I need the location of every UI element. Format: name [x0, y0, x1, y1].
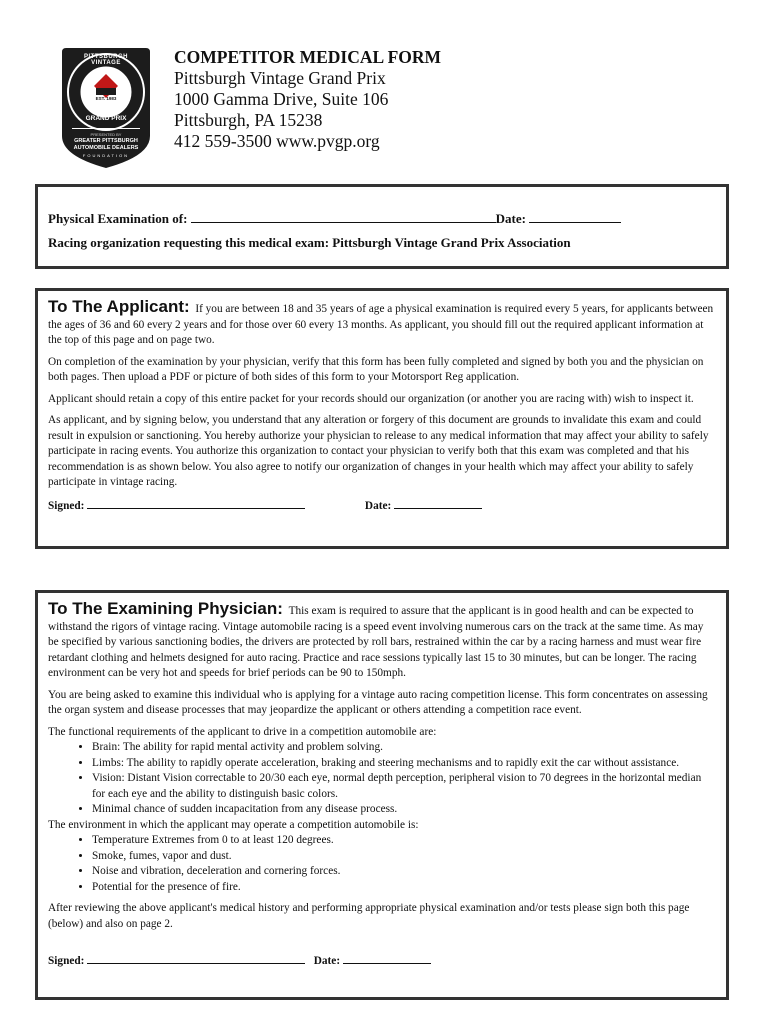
logo-sponsor-3: FOUNDATION [82, 153, 130, 158]
applicant-signature-row [48, 497, 716, 515]
list-item: • Brain: The ability for rapid mental activity and problem solving. [92, 740, 716, 756]
logo-sponsor-1: GREATER PITTSBURGH [74, 138, 138, 144]
applicant-p1-rest: applicants between the ages of 36 and 60 every 2 years and for those over 60 every 13 months. As applicant, you should fill out the required applicant information at the top of this page and on page two. [48, 303, 714, 346]
exam-date-field[interactable] [529, 211, 621, 223]
org-name: Pittsburgh Vintage Grand Prix [174, 68, 386, 88]
physician-closing: After reviewing the above applicant's medical history and performing appropriate physical examination and/or tests please sign both this page (below) and also on page 2. [48, 902, 690, 930]
logo-presented-by: PRESENTED BY [90, 132, 122, 137]
list-item: • Temperature Extremes from 0 to at least 120 degrees. [92, 833, 716, 849]
logo-sponsor-2: AUTOMOBILE DEALERS [73, 145, 139, 151]
form-header [174, 47, 441, 152]
physician-p1-rest: to withstand the rigors of vintage racing. Vintage automobile racing is a speed event involving numerous cars on the track at the same time. As may be specified by various sanctioning bodies, the drivers are protected by roll bars, restrained within the car by a racing harness and must wear fire retardant clothing and helmets designed for auto racing. Practice and race sessions typically last 15 to 30 minutes, but can be longer. The racing environment can be very hot and speeds for brief periods can be 90 to 150mph. [48, 605, 704, 679]
list-item: • Vision: Distant Vision correctable to 20/30 each eye, normal depth perception, peripheral vision to 70 degrees in the horizontal median for each eye and the ability to distinguish basic colors. [92, 771, 716, 802]
applicant-heading: To The Applicant: [48, 297, 190, 316]
physician-signed-label: Signed: [48, 955, 85, 967]
physician-date-field[interactable] [343, 952, 431, 964]
list-item: • Minimal chance of sudden incapacitation from any disease process. [92, 802, 716, 818]
physician-p1-start: This exam is required to assure that the applicant is in good health and can be expected [288, 605, 682, 617]
logo-ring-bottom: GRAND PRIX [85, 115, 127, 122]
applicant-intro [48, 299, 716, 349]
applicant-signed-label: Signed: [48, 499, 85, 512]
list-item: • Noise and vibration, deceleration and cornering forces. [92, 864, 716, 880]
applicant-date-field[interactable] [394, 497, 482, 509]
exam-date-label: Date: [495, 211, 526, 226]
logo-badge: EST. 1983 [95, 96, 117, 101]
applicant-p3: Applicant should retain a copy of this entire packet for your records should our organization (or another you are racing with) wish to inspect it. [48, 392, 694, 405]
list-item: • Potential for the presence of fire. [92, 880, 716, 896]
applicant-date-label: Date: [364, 499, 392, 512]
physician-signature-row [48, 952, 716, 970]
physician-heading: To The Examining Physician: [48, 599, 283, 618]
address-line-1: 1000 Gamma Drive, Suite 106 [174, 89, 389, 109]
applicant-p2: On completion of the examination by your physician, verify that this form has been fully completed and signed by both you and the physician on both pages. Then upload a PDF or picture of both sides of this form to your Motorsport Reg application. [48, 355, 704, 383]
functional-intro: The functional requirements of the applicant to drive in a competition automobile are: [48, 725, 437, 738]
functional-list [48, 740, 716, 818]
contact-line: 412 559-3500 www.pvgp.org [174, 131, 380, 151]
physical-exam-field[interactable] [191, 211, 496, 223]
applicant-p1-start: If you are between 18 and 35 years of age a physical examination is required every 5 years, for [195, 303, 625, 315]
physician-date-label: Date: [313, 955, 341, 967]
logo-ring-top: PITTSBURGH VINTAGE [84, 54, 128, 66]
physician-intro [48, 601, 716, 682]
address-line-2: Pittsburgh, PA 15238 [174, 110, 323, 130]
pvgp-logo [58, 44, 154, 170]
physical-exam-row [48, 211, 716, 227]
applicant-section [35, 288, 729, 549]
exam-info-box [35, 184, 729, 269]
racing-org-line: Racing organization requesting this medical exam: Pittsburgh Vintage Grand Prix Association [48, 234, 571, 250]
environment-intro: The environment in which the applicant may operate a competition automobile is: [48, 818, 419, 831]
applicant-p4: As applicant, and by signing below, you understand that any alteration or forgery of this document are grounds to invalidate this exam and could result in expulsion or sanctioning. You hereby authorize your physician to release to any medical information that may affect your ability to safely participate in racing events. You authorize this organization to contact your physician to verify both that this exam was completed and that his recommendation is as shown below. You also agree to notify our organization of changes in your health which may affect your ability to safely participate in vintage racing. [48, 414, 709, 488]
environment-list [48, 833, 716, 895]
list-item: • Smoke, fumes, vapor and dust. [92, 849, 716, 865]
form-title: COMPETITOR MEDICAL FORM [174, 47, 442, 67]
list-item: • Limbs: The ability to rapidly operate acceleration, braking and steering mechanisms and to rapidly exit the car without assistance. [92, 756, 716, 772]
physician-signature-field[interactable] [87, 952, 305, 964]
physical-exam-label: Physical Examination of: [48, 211, 188, 226]
physician-p2: You are being asked to examine this individual who is applying for a vintage auto racing competition license. This form concentrates on assessing the organ system and disease processes that may jeopardize the applicant or others attending a competition race event. [48, 688, 708, 716]
physician-section [35, 590, 729, 1000]
applicant-signature-field[interactable] [87, 497, 305, 509]
